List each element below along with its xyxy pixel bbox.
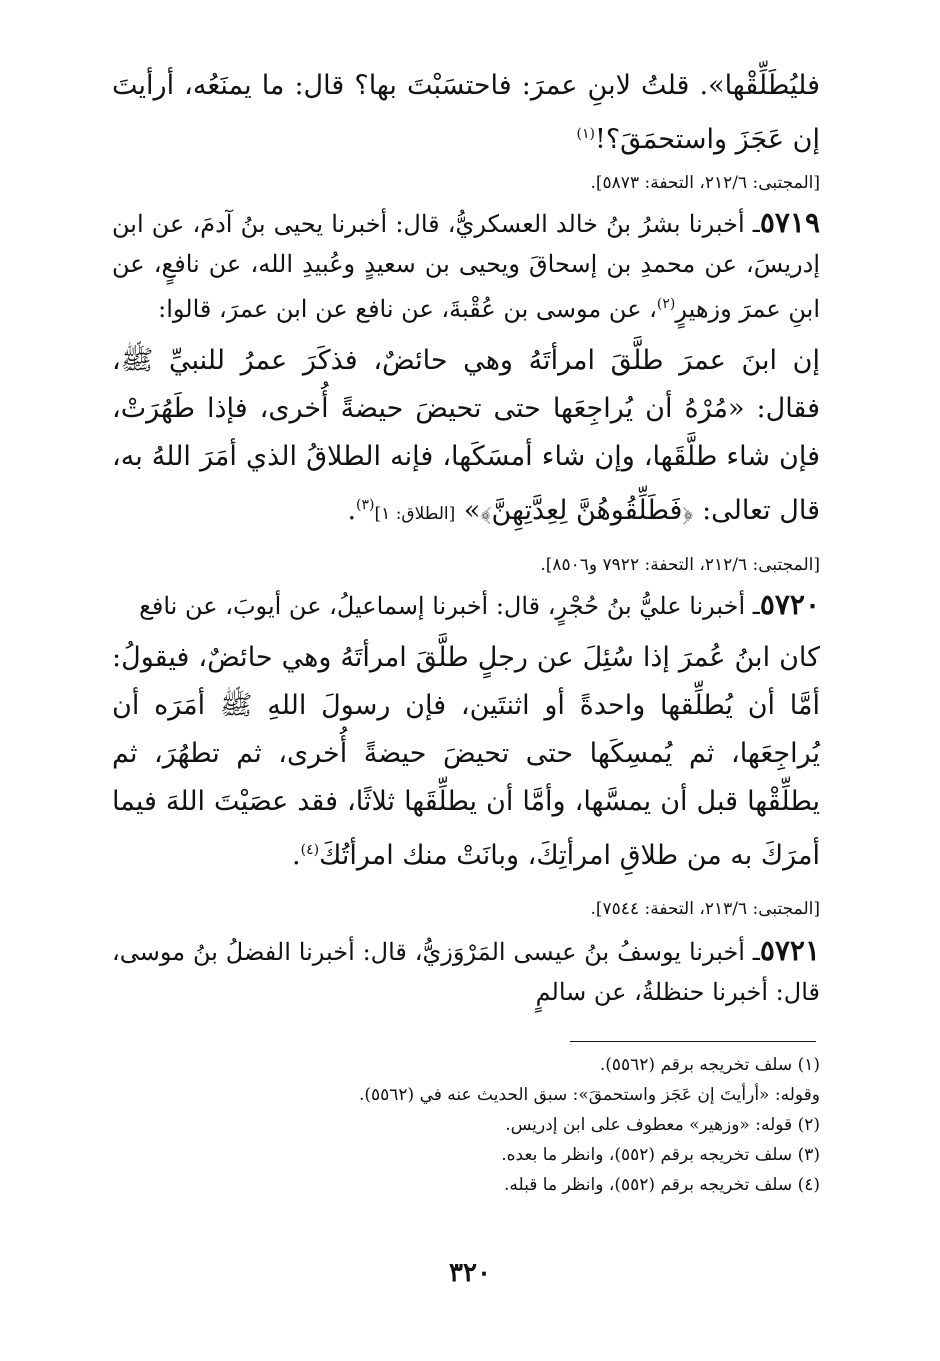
- intro-line2: واستحمَقَ؟!: [595, 124, 728, 155]
- intro-line1: فليُطَلِّقْها». قلتُ لابنِ عمرَ: فاحتسَبْتَ بها؟ قال: ما يمنَعُه، أرأيتَ إن عَجَزَ: [112, 70, 820, 155]
- footnote-mark-4: (٤): [300, 842, 320, 858]
- hadith-5721-isnad: [112, 931, 820, 1012]
- footnote-mark-1: (١): [576, 126, 595, 142]
- reference-5719: [المجتبى: ٢١٢/٦، التحفة: ٧٩٢٢ و٨٥٠٦].: [540, 555, 820, 575]
- hadith-number-5720: ٥٧٢٠: [759, 588, 820, 621]
- footnote-mark-2: (٢): [656, 296, 676, 312]
- page-number: ٣٢٠: [449, 1258, 491, 1288]
- hadith-5720-matn: كان ابنُ عُمرَ إذا سُئِلَ عن رجلٍ طلَّقَ امرأتَهُ وهي حائضٌ، فيقولُ: أمَّا أن يُطلِّقها واحدةً أو اثنتَين، فإن رسولَ اللهِ ﷺ أمَرَه أن يُراجِعَها، ثم يُمسِكَها حتى تحيضَ حيضةً أُخرى، ثم تطهُرَ، ثم يطلِّقْها قبل أن يمسَّها، وأمَّا أن يطلِّقَها ثلاثًا، فقد عصَيْتَ اللهَ فيما أمرَكَ به من طلاقِ امرأتِكَ، وبانَتْ منك امرأتُكَ$^{(٤)}$.: [112, 642, 821, 871]
- footnote-1-note: وقوله: «أرأيتَ إن عَجَز واستحمقَ»: سبق الحديث عنه في (٥٥٦٢).: [358, 1085, 820, 1105]
- hadith-5720-text: كان ابنُ عُمرَ إذا سُئِلَ عن رجلٍ طلَّقَ امرأتَهُ وهي حائضٌ، فيقولُ: أمَّا أن يُطلِّقها واحدةً أو اثنتَين، فإن رسولَ اللهِ ﷺ أمَرَه أن يُراجِعَها، ثم يُمسِكَها حتى تحيضَ حيضةً أُخرى، ثم تطهُرَ، ثم يطلِّقْها قبل أن يمسَّها، وأمَّا أن يطلِّقَها ثلاثًا، فقد عصَيْتَ اللهَ فيما أمرَكَ به من طلاقِ امرأتِكَ، وبانَتْ منك امرأتُكَ: [112, 642, 821, 871]
- hadith-5719-chain: ـ أخبرنا بشرُ بنُ خالد العسكريُّ، قال: أخبرنا يحيى بنُ آدمَ، عن ابن إدريسَ، عن محمدِ بن إسحاقَ ويحيى بن سعيدٍ وعُبيدِ الله، عن نافعٍ، عن ابنِ عمرَ وزهيرٍ: [112, 210, 820, 323]
- reference-5720: [المجتبى: ٢١٣/٦، التحفة: ٧٥٤٤].: [590, 899, 820, 919]
- footnote-3: (٣) سلف تخريجه برقم (٥٥٢)، وانظر ما بعده.: [501, 1145, 820, 1165]
- hadith-number-5719: ٥٧١٩: [759, 206, 820, 239]
- footnote-2: (٢) قوله: «وزهير» معطوف على ابن إدريس.: [505, 1115, 820, 1135]
- reference-5718: [المجتبى: ٢١٢/٦، التحفة: ٥٨٧٣].: [590, 173, 820, 193]
- footnote-mark-3: (٣): [356, 497, 375, 513]
- hadith-5719-chain-end: ، عن موسى بن عُقْبةَ، عن نافع عن ابن عمرَ، قالوا:: [158, 295, 657, 323]
- footnote-divider: [570, 1041, 816, 1042]
- footnote-4: (٤) سلف تخريجه برقم (٥٥٢)، وانظر ما قبله.: [503, 1175, 820, 1195]
- hadith-5720-chain: ـ أخبرنا عليُّ بنُ حُجْرٍ، قال: أخبرنا إسماعيلُ، عن أيوبَ، عن نافع: [139, 592, 760, 620]
- hadith-5721-chain: ـ أخبرنا يوسفُ بنُ عيسى المَرْوَزيُّ، قال: أخبرنا الفضلُ بنُ موسى، قال: أخبرنا حنظلةُ، عن سالمٍ: [112, 938, 820, 1006]
- hadith-5719-text: إن ابنَ عمرَ طلَّقَ امرأتَهُ وهي حائضٌ، فذكَرَ عمرُ للنبيِّ ﷺ، فقال: «مُرْهُ أن يُراجِعَها حتى تحيضَ حيضةً أُخرى، فإذا طَهُرَتْ، فإن شاء طلَّقَها، وإن شاء أمسَكَها، فإنه الطلاقُ الذي أمَرَ اللهُ به، قال تعالى: ﴿فَطَلِّقُوهُنَّ لِعِدَّتِهِنَّ﴾: [112, 345, 820, 526]
- quran-reference: [الطلاق: ١]: [374, 504, 456, 524]
- hadith-5719-isnad: [112, 203, 820, 329]
- hadith-number-5721: ٥٧٢١: [759, 934, 820, 967]
- intro-text: [112, 62, 820, 164]
- footnotes: [112, 1050, 820, 1200]
- hadith-5720-isnad: [112, 585, 820, 626]
- hadith-5719-matn: إن ابنَ عمرَ طلَّقَ امرأتَهُ وهي حائضٌ، فذكَرَ عمرُ للنبيِّ ﷺ، فقال: «مُرْهُ أن يُراجِعَها حتى تحيضَ حيضةً أُخرى، فإذا طَهُرَتْ، فإن شاء طلَّقَها، وإن شاء أمسَكَها، فإنه الطلاقُ الذي أمَرَ اللهُ به، قال تعالى: ﴿فَطَلِّقُوهُنَّ لِعِدَّتِهِنَّ﴾» [الطلاق: ١]$^{(٣)}$.: [112, 345, 820, 526]
- footnote-1: (١) سلف تخريجه برقم (٥٥٦٢).: [599, 1055, 820, 1075]
